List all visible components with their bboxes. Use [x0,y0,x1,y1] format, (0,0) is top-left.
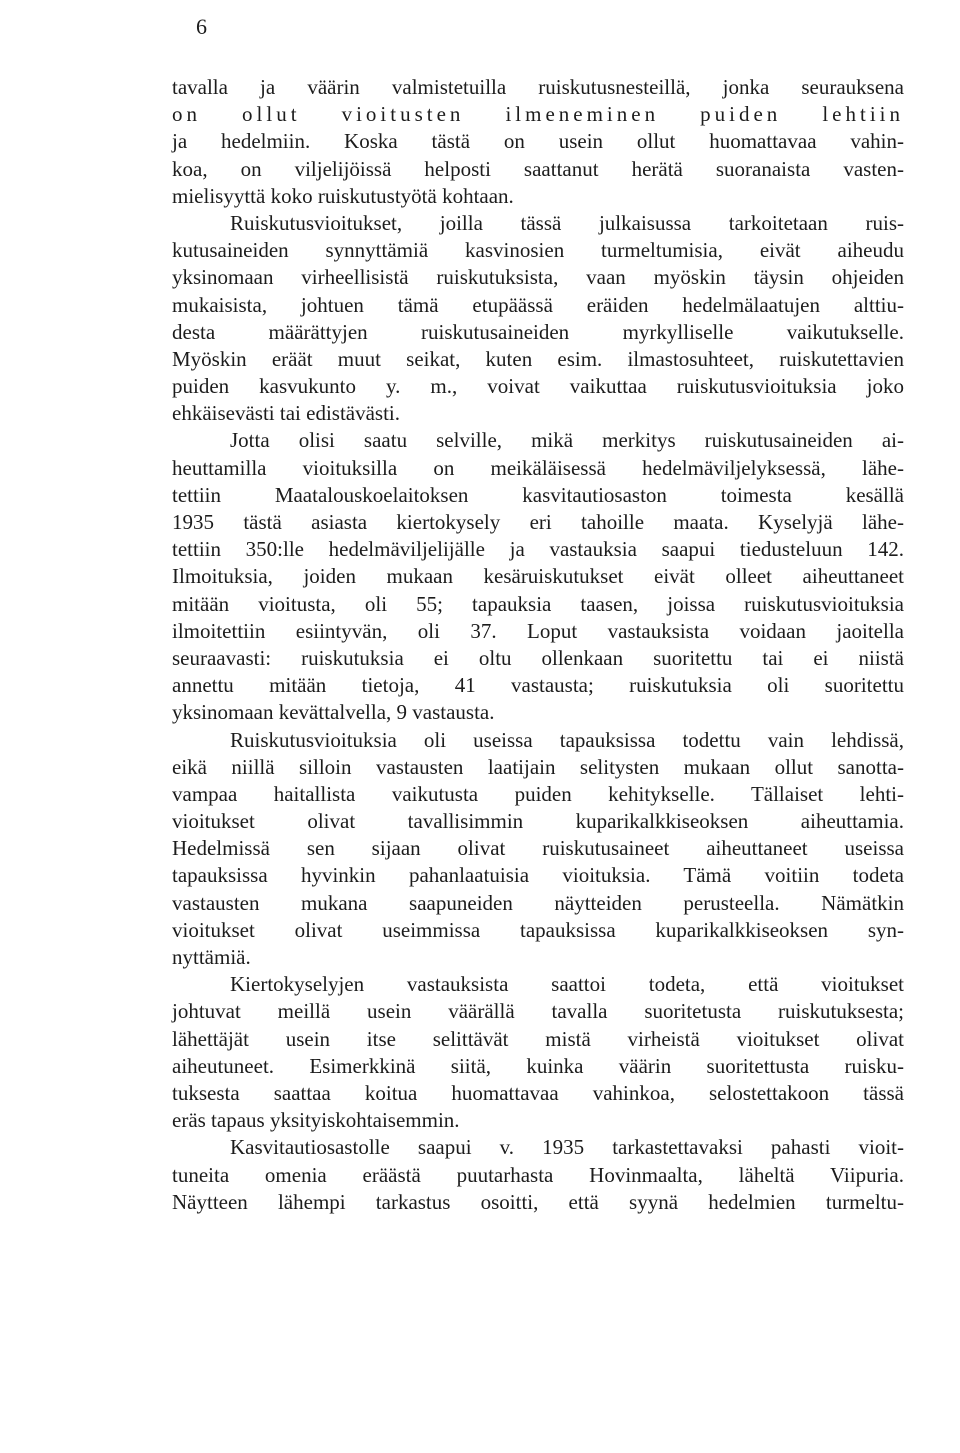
text-line: Ilmoituksia, joiden mukaan kesäruiskutukset eivät olleet aiheuttaneet [172,564,904,589]
paragraph [172,971,904,1134]
paragraph [172,210,904,428]
text-line: mukaisista, johtuen tämä etupäässä eräiden hedelmälaatujen alttiu- [172,292,904,317]
text-line: koa, on viljelijöissä helposti saattanut herätä suoranaista vasten- [172,156,904,181]
text-line: johtuvat meillä usein väärällä tavalla suoritetusta ruiskutuksesta; [172,999,904,1024]
text-line: Myöskin eräät muut seikat, kuten esim. ilmastosuhteet, ruiskutettavien [172,346,904,371]
text-line: eräs tapaus yksityiskohtaisemmin. [172,1108,460,1133]
text-line: heuttamilla vioituksilla on meikäläisessä hedelmäviljelyksessä, lähe- [172,455,904,480]
text-line: Ruiskutusvioituksia oli useissa tapauksissa todettu vain lehdissä, [230,727,904,752]
text-line: tettiin 350:lle hedelmäviljelijälle ja vastauksia saapui tiedusteluun 142. [172,537,904,562]
text-line: tapauksissa hyvinkin pahanlaatuisia vioituksia. Tämä voitiin todeta [172,863,904,888]
paragraph [172,427,904,726]
text-line: kutusaineiden synnyttämiä kasvinosien turmeltumisia, eivät aiheudu [172,238,904,263]
text-line: tettiin Maatalouskoelaitoksen kasvitautiosaston toimesta kesällä [172,482,904,507]
text-line: eikä niillä silloin vastausten laatijain selitysten mukaan ollut sanotta- [172,754,904,779]
text-line: puiden kasvukunto y. m., voivat vaikuttaa ruiskutusvioituksia joko [172,374,904,399]
page-number: 6 [196,14,207,39]
text-line: Hedelmissä sen sijaan olivat ruiskutusaineet aiheuttaneet useissa [172,836,904,861]
text-line: ja hedelmiin. Koska tästä on usein ollut huomattavaa vahin- [172,129,904,154]
text-line: tavalla ja väärin valmistetuilla ruiskutusnesteillä, jonka seurauksena [172,75,904,99]
paragraph [172,727,904,972]
page-body [172,74,904,1216]
text-line: vampaa haitallista vaikutusta puiden kehitykselle. Tällaiset lehti- [172,781,904,806]
text-line: lähettäjät usein itse selittävät mistä virheistä vioitukset olivat [172,1026,904,1051]
text-line: ilmoitettiin esiintyvän, oli 37. Loput vastauksista voidaan jaoitella [172,618,904,643]
text-line: Jotta olisi saatu selville, mikä merkitys ruiskutusaineiden ai- [230,428,904,453]
text-line: Kasvitautiosastolle saapui v. 1935 tarkastettavaksi pahasti vioit- [230,1135,904,1160]
text-line: Kiertokyselyjen vastauksista saattoi todeta, että vioitukset [230,972,904,997]
text-line: on ollut vioitusten ilmeneminen puiden lehtiin [172,102,904,127]
text-line: 1935 tästä asiasta kiertokysely eri tahoille maata. Kyselyjä lähe- [172,510,904,534]
text-line: mitään vioitusta, oli 55; tapauksia taasen, joissa ruiskutusvioituksia [172,591,904,616]
text-line: aiheutuneet. Esimerkkinä siitä, kuinka väärin suoritettusta ruisku- [172,1053,904,1078]
text-line: seuraavasti: ruiskutuksia ei oltu ollenkaan suoritettu tai ei niistä [172,645,904,670]
text-line: annettu mitään tietoja, 41 vastausta; ruiskutuksia oli suoritettu [172,673,904,698]
text-line: vastausten mukana saapuneiden näytteiden perusteella. Nämätkin [172,890,904,915]
text-line: yksinomaan kevättalvella, 9 vastausta. [172,700,495,725]
text-line: mielisyyttä koko ruiskutustyötä kohtaan. [172,183,514,208]
paragraph [172,1134,904,1216]
text-line: tuksesta saattaa koitua huomattavaa vahinkoa, selostettakoon tässä [172,1080,904,1105]
text-line: tuneita omenia eräästä puutarhasta Hovinmaalta, läheltä Viipuria. [172,1162,904,1187]
text-line: ehkäisevästi tai edistävästi. [172,401,401,426]
text-line: vioitukset olivat tavallisimmin kuparikalkkiseoksen aiheuttamia. [172,809,904,834]
text-line: Näytteen lähempi tarkastus osoitti, että syynä hedelmien turmeltu- [172,1189,904,1214]
text-line: yksinomaan virheellisistä ruiskutuksista, vaan myöskin täysin ohjeiden [172,265,904,290]
text-line: vioitukset olivat useimmissa tapauksissa kuparikalkkiseoksen syn- [172,917,904,942]
text-line: Ruiskutusvioitukset, joilla tässä julkaisussa tarkoitetaan ruis- [230,210,904,235]
paragraph [172,74,904,210]
text-line: nyttämiä. [172,945,251,969]
text-line: desta määrättyjen ruiskutusaineiden myrkylliselle vaikutukselle. [172,319,904,344]
